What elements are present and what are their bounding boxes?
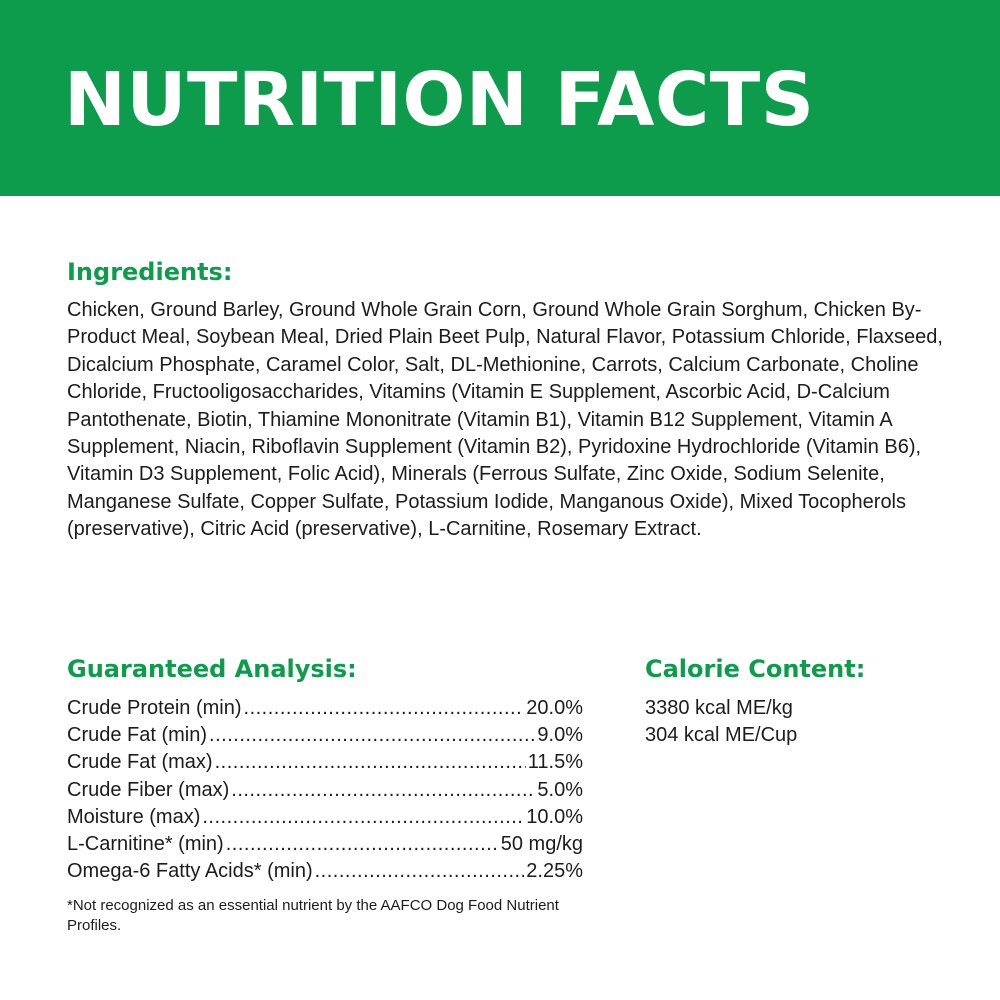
dot-leader — [231, 777, 535, 804]
analysis-label: Crude Protein (min) — [67, 697, 242, 719]
analysis-value: 2.25% — [526, 860, 583, 883]
calorie-per-kg: 3380 kcal ME/kg — [645, 697, 793, 719]
analysis-value: 9.0% — [537, 724, 583, 747]
guaranteed-analysis-heading: Guaranteed Analysis: — [67, 655, 357, 683]
analysis-row-crude-protein-min — [67, 695, 583, 722]
header-banner — [0, 0, 1000, 196]
aafco-footnote: *Not recognized as an essential nutrient by the AAFCO Dog Food Nutrient Profiles. — [67, 897, 559, 934]
analysis-row-omega-6-min — [67, 858, 583, 885]
analysis-label: Crude Fat (min) — [67, 724, 208, 747]
dot-leader — [226, 831, 499, 858]
guaranteed-analysis-table — [67, 695, 583, 885]
analysis-row-crude-fiber-max — [67, 777, 583, 804]
calorie-content-heading: Calorie Content: — [645, 655, 866, 683]
analysis-value: 50 mg/kg — [500, 832, 583, 855]
analysis-value: 11.5% — [527, 751, 583, 774]
calorie-per-cup: 304 kcal ME/Cup — [645, 724, 798, 747]
ingredients-list: Chicken, Ground Barley, Ground Whole Grain Corn, Ground Whole Grain Sorghum, Chicken By-Product Meal, Soybean Meal, Dried Plain Beet Pulp, Natural Flavor, Potassium Chloride, Flaxseed, Dicalcium Phosphate, Caramel Color, Salt, DL-Methionine, Carrots, Calcium Carbonate, Choline Chloride, Fructooligosaccharides, Vitamins (Vitamin E Supplement, Ascorbic Acid, D-Calcium Pantothenate, Biotin, Thiamine Mononitrate (Vitamin B1), Vitamin B12 Supplement, Vitamin A Supplement, Niacin, Riboflavin Supplement (Vitamin B2), Pyridoxine Hydrochloride (Vitamin B6), Vitamin D3 Supplement, Folic Acid), Minerals (Ferrous Sulfate, Zinc Oxide, Sodium Selenite, Manganese Sulfate, Copper Sulfate, Potassium Iodide, Manganous Oxide), Mixed Tocopherols (preservative), Citric Acid (preservative), L-Carnitine, Rosemary Extract. — [67, 299, 943, 541]
calorie-content-list — [645, 695, 797, 750]
analysis-value: 20.0% — [526, 697, 583, 719]
analysis-label: L-Carnitine* (min) — [67, 832, 224, 855]
analysis-value: 5.0% — [537, 778, 583, 801]
analysis-value: 10.0% — [526, 805, 583, 828]
analysis-row-crude-fat-min — [67, 722, 583, 749]
analysis-row-l-carnitine-min — [67, 831, 583, 858]
dot-leader — [215, 749, 526, 776]
dot-leader — [244, 695, 525, 722]
analysis-label: Crude Fiber (max) — [67, 778, 230, 801]
analysis-row-crude-fat-max — [67, 749, 583, 776]
dot-leader — [315, 858, 525, 885]
analysis-label: Moisture (max) — [67, 805, 201, 828]
analysis-row-moisture-max — [67, 804, 583, 831]
ingredients-heading: Ingredients: — [67, 258, 233, 286]
analysis-label: Omega-6 Fatty Acids* (min) — [67, 860, 313, 883]
dot-leader — [202, 804, 524, 831]
analysis-label: Crude Fat (max) — [67, 751, 213, 774]
page-title: NUTRITION FACTS — [64, 57, 815, 143]
dot-leader — [209, 722, 535, 749]
